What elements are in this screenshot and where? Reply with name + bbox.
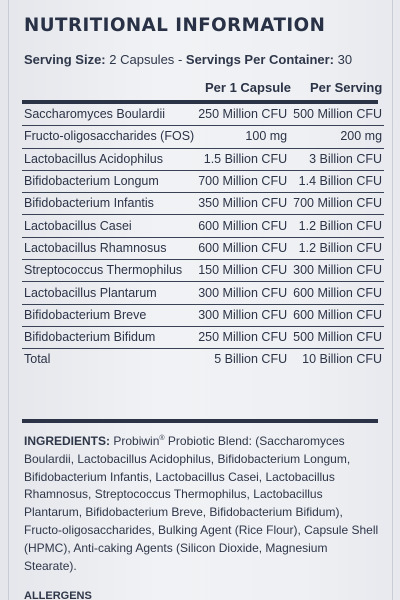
per-serving-value: 1.2 Billion CFU: [291, 237, 384, 259]
per-serving-value: 600 Million CFU: [291, 304, 384, 326]
nutrient-name: Streptococcus Thermophilus: [22, 260, 196, 282]
nutrient-name: Saccharomyces Boulardii: [22, 104, 196, 126]
table-row: [22, 282, 384, 304]
per-serving-value: 500 Million CFU: [291, 326, 384, 348]
per-capsule-value: 1.5 Billion CFU: [196, 148, 291, 170]
table-row: [22, 326, 384, 348]
table-row: [22, 170, 384, 192]
label-edge-line: [392, 0, 393, 600]
thick-divider: [22, 419, 378, 423]
label-title: NUTRITIONAL INFORMATION: [24, 14, 326, 36]
nutrient-name: Fructo-oligosaccharides (FOS): [22, 126, 196, 148]
per-serving-value: 3 Billion CFU: [291, 148, 384, 170]
per-capsule-value: 250 Million CFU: [196, 104, 291, 126]
table-row: [22, 304, 384, 326]
per-capsule-value: 5 Billion CFU: [214, 352, 288, 367]
serving-size-label: Serving Size:: [24, 52, 106, 67]
nutrient-name: Lactobacillus Casei: [22, 215, 196, 237]
servings-per-container-value: 30: [337, 52, 353, 67]
per-capsule-value: 600 Million CFU: [196, 215, 291, 237]
ingredients-paragraph: [24, 430, 382, 575]
nutrient-name: Bifidobacterium Bifidum: [22, 326, 196, 348]
per-capsule-value: 300 Million CFU: [196, 282, 291, 304]
per-serving-value: 200 mg: [291, 126, 384, 148]
per-capsule-value: 600 Million CFU: [196, 237, 291, 259]
registered-mark: ®: [159, 435, 165, 442]
nutrient-table: [22, 104, 384, 371]
nutrient-name: Bifidobacterium Infantis: [22, 193, 196, 215]
per-serving-value: 10 Billion CFU: [302, 352, 383, 367]
table-row: [22, 193, 384, 215]
ingredients-label: INGREDIENTS:: [24, 434, 111, 448]
table-row: [22, 237, 384, 259]
serving-separator: -: [177, 52, 183, 67]
serving-size-value: 2 Capsules: [109, 52, 175, 67]
ingredients-text: Probiotic Blend: (Saccharomyces Boulardii, Lactobacillus Acidophilus, Bifidobacterium Longum, Bifidobacterium Infantis, Lactobacillus Casei, Lactobacillus Rhamnosus, Streptococcus Thermophilus, Lactobacillus Plantarum, Bifidobacterium Breve, Bifidobacterium Bifidum), Fructo-oligosaccharides, Bulking Agent (Rice Flour), Capsule Shell (HPMC), Anti-caking Agents (Silicon Dioxide, Magnesium Stearate).: [24, 434, 379, 573]
servings-per-container-label: Servings Per Container:: [185, 52, 335, 67]
serving-info: [24, 52, 384, 67]
column-header-per-capsule: Per 1 Capsule: [205, 80, 291, 95]
nutrient-name: Lactobacillus Acidophilus: [22, 148, 196, 170]
nutrient-name: Bifidobacterium Breve: [22, 304, 196, 326]
table-row: [22, 126, 384, 148]
nutrient-name: Total: [24, 352, 51, 367]
nutrient-name: Bifidobacterium Longum: [22, 170, 196, 192]
allergens-heading-partial: ALLERGENS: [24, 590, 92, 600]
per-capsule-value: 350 Million CFU: [196, 193, 291, 215]
ingredients-brand: Probiwin: [113, 434, 160, 448]
nutrient-name: Lactobacillus Rhamnosus: [22, 237, 196, 259]
per-capsule-value: 150 Million CFU: [196, 260, 291, 282]
per-capsule-value: 700 Million CFU: [196, 170, 291, 192]
table-row: [22, 349, 384, 371]
table-row: [22, 260, 384, 282]
label-edge-line: [8, 0, 9, 600]
per-serving-value: 1.4 Billion CFU: [291, 170, 384, 192]
table-row: [22, 148, 384, 170]
nutrient-name: Lactobacillus Plantarum: [22, 282, 196, 304]
per-capsule-value: 100 mg: [196, 126, 291, 148]
column-header-per-serving: Per Serving: [310, 80, 383, 95]
per-serving-value: 700 Million CFU: [291, 193, 384, 215]
per-capsule-value: 300 Million CFU: [196, 304, 291, 326]
per-serving-value: 300 Million CFU: [291, 260, 384, 282]
per-serving-value: 1.2 Billion CFU: [291, 215, 384, 237]
per-capsule-value: 250 Million CFU: [196, 326, 291, 348]
table-row: [22, 104, 384, 126]
table-row: [22, 215, 384, 237]
per-serving-value: 500 Million CFU: [291, 104, 384, 126]
per-serving-value: 600 Million CFU: [291, 282, 384, 304]
